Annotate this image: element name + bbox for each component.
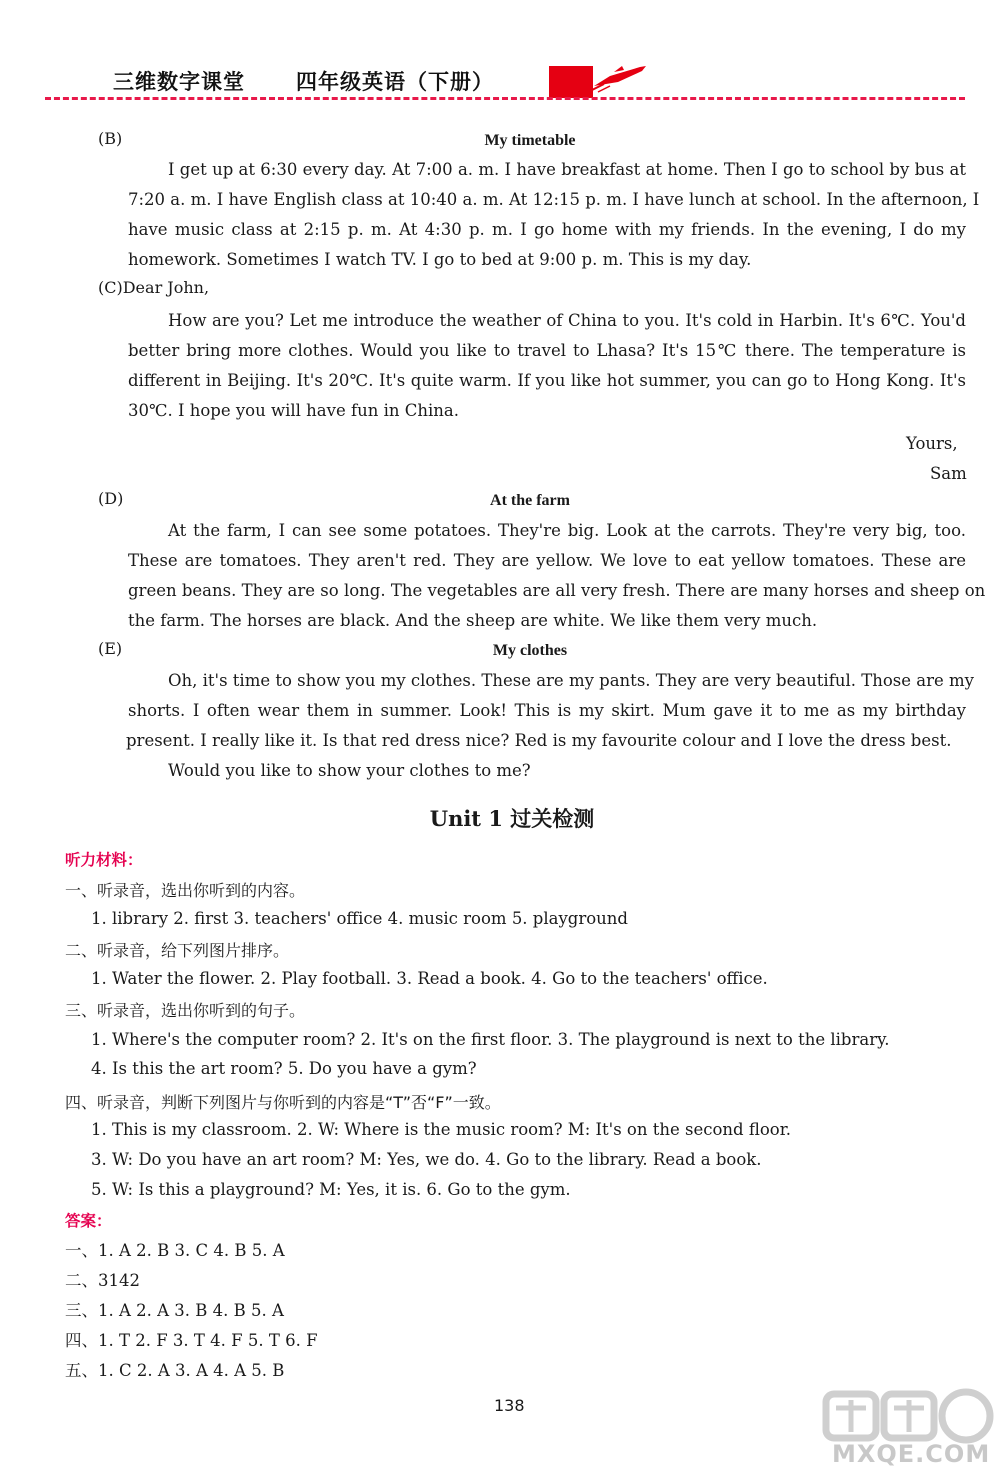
passage-line: These are tomatoes. They aren't red. They are yellow. We love to eat yellow tomatoes. These are [128,551,966,570]
section-line: 4. Is this the art room? 5. Do you have a gym? [91,1059,477,1078]
section-heading: 二、听录音，给下列图片排序。 [65,941,290,960]
passage-line: How are you? Let me introduce the weather of China to you. It's cold in Harbin. It's 6℃. You'd [168,311,966,330]
page-number: 138 [494,1396,525,1415]
passage-line: have music class at 2:15 p. m. At 4:30 p. m. I go home with my friends. In the evening, I do my [128,220,966,239]
passage-line: Would you like to show your clothes to me? [168,761,531,780]
series-title: 三维数字课堂 [113,70,245,94]
unit-heading [0,803,1000,833]
answer-line: 三、1. A 2. A 3. B 4. B 5. A [65,1301,284,1320]
passage-title: At the farm [490,492,570,509]
passage-line: different in Beijing. It's 20℃. It's quite warm. If you like hot summer, you can go to Hong Kong. It's [128,371,966,390]
listening-label: 听力材料： [65,851,143,869]
passage-line: I get up at 6:30 every day. At 7:00 a. m. I have breakfast at home. Then I go to school by bus at [168,160,966,179]
passage-title: My timetable [484,132,576,149]
passage-tag: (D) [98,489,124,508]
passage-line: green beans. They are so long. The vegetables are all very fresh. There are many horses and sheep on [128,581,986,600]
passage-line: Oh, it's time to show you my clothes. These are my pants. They are very beautiful. Those are my [168,671,974,690]
rocket-icon [588,62,650,96]
passage-line: better bring more clothes. Would you like to travel to Lhasa? It's 15℃ there. The temperature is [128,341,966,360]
section-heading: 一、听录音，选出你听到的内容。 [65,881,306,900]
section-line: 3. W: Do you have an art room? M: Yes, we do. 4. Go to the library. Read a book. [91,1150,762,1169]
passage-line: 7:20 a. m. I have English class at 10:40 a. m. At 12:15 p. m. I have lunch at school. In the afternoon, I [128,190,980,209]
answer-line: 一、1. A 2. B 3. C 4. B 5. A [65,1241,285,1260]
section-heading: 四、听录音，判断下列图片与你听到的内容是“T”否“F”一致。 [65,1093,501,1112]
passage-line: present. I really like it. Is that red dress nice? Red is my favourite colour and I love the dress best. [126,731,952,750]
letter-signature: Sam [930,464,967,483]
answer-line: 四、1. T 2. F 3. T 4. F 5. T 6. F [65,1331,318,1350]
passage-line: the farm. The horses are black. And the sheep are white. We like them very much. [128,611,818,630]
watermark-text: MXQE.COM [832,1440,991,1468]
answer-line: 二、3142 [65,1271,140,1290]
section-line: 1. Water the flower. 2. Play football. 3. Read a book. 4. Go to the teachers' office. [91,969,768,988]
passage-line: homework. Sometimes I watch TV. I go to bed at 9:00 p. m. This is my day. [128,250,752,269]
answer-line: 五、1. C 2. A 3. A 4. A 5. B [65,1361,285,1380]
section-line: 1. This is my classroom. 2. W: Where is the music room? M: It's on the second floor. [91,1120,792,1139]
section-line: 5. W: Is this a playground? M: Yes, it is. 6. Go to the gym. [91,1180,571,1199]
header-divider [45,97,965,100]
section-line: 1. Where's the computer room? 2. It's on the first floor. 3. The playground is next to the library. [91,1030,890,1049]
passage-line: shorts. I often wear them in summer. Look! This is my skirt. Mum gave it to me as my birthday [128,701,966,720]
header-red-block [549,66,593,98]
book-title: 四年级英语（下册） [296,70,494,94]
passage-line: At the farm, I can see some potatoes. They're big. Look at the carrots. They're very big, too. [168,521,966,540]
unit-title-en: Unit 1 [429,806,503,831]
section-line: 1. library 2. first 3. teachers' office 4. music room 5. playground [91,909,628,928]
passage-line: 30℃. I hope you will have fun in China. [128,401,459,420]
passage-greeting: (C)Dear John, [98,278,210,297]
passage-tag: (B) [98,129,123,148]
answers-label: 答案： [65,1212,112,1230]
letter-closing: Yours, [906,434,958,453]
unit-title-cn: 过关检测 [510,807,595,831]
passage-tag: (E) [98,639,123,658]
section-heading: 三、听录音，选出你听到的句子。 [65,1001,306,1020]
passage-title: My clothes [492,642,568,659]
